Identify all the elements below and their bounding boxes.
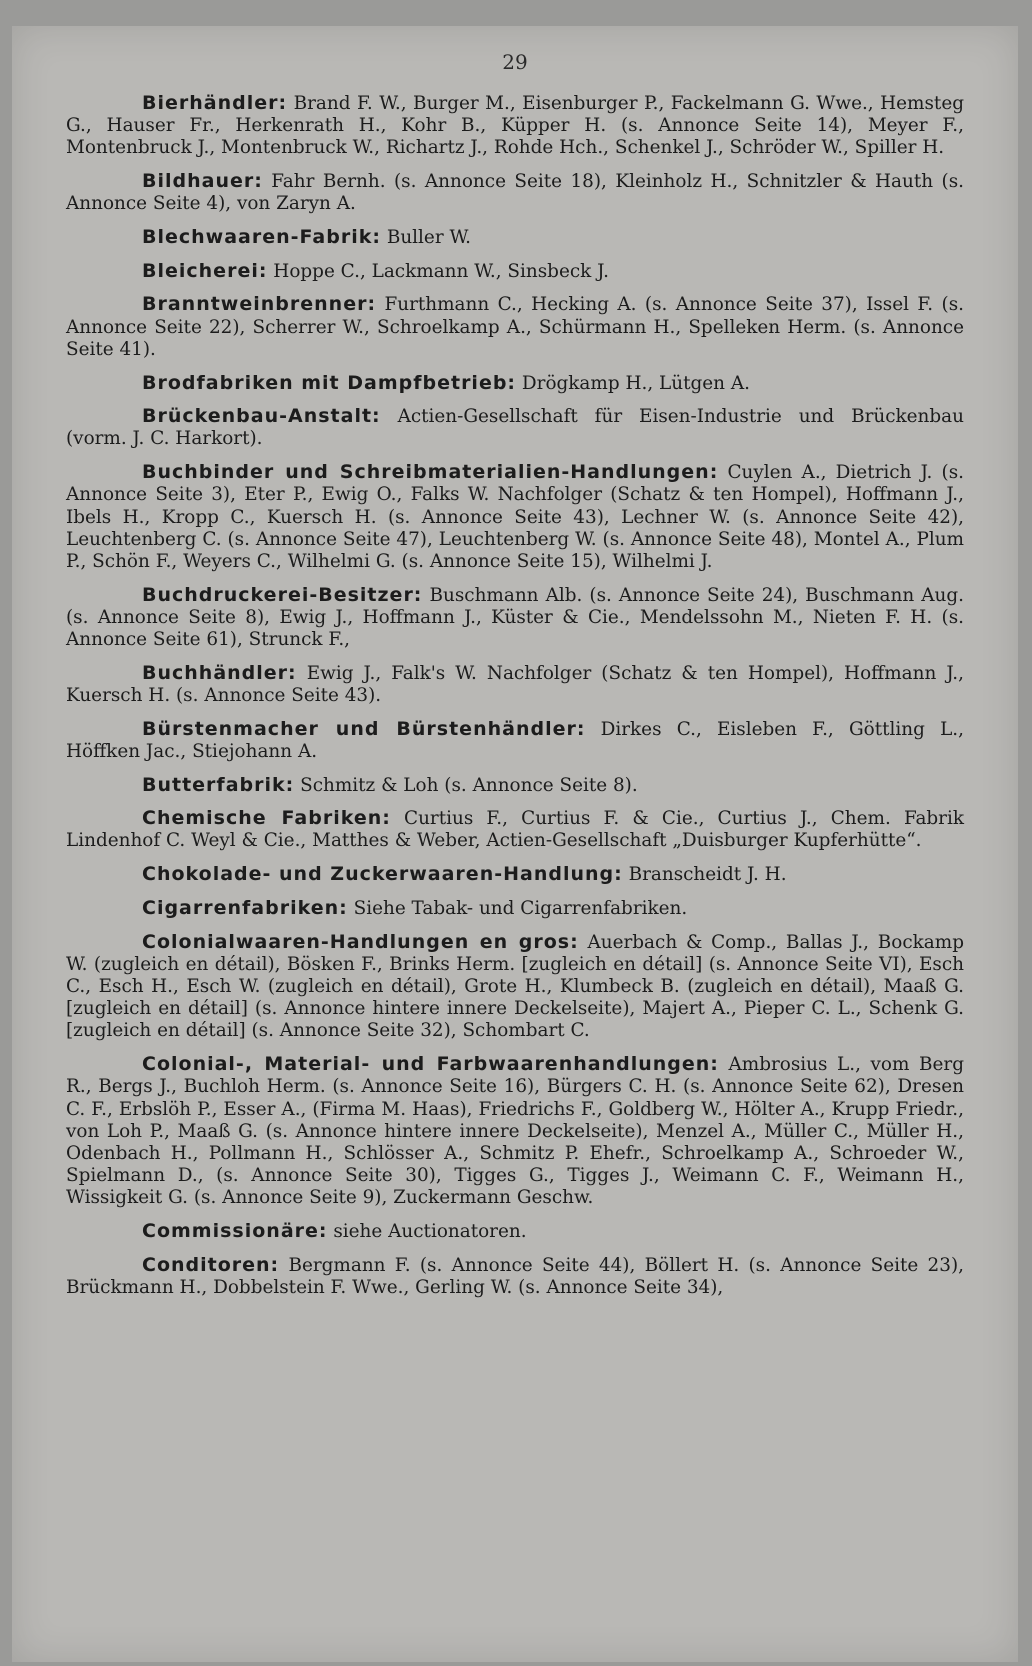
entry-text: Dirkes C., Eisleben F., Göttling L., Höffken Jac., Stiejohann A.	[66, 718, 964, 762]
entry-heading: Chokolade- und Zuckerwaaren-Handlung:	[142, 863, 623, 886]
entry-heading: Conditoren:	[142, 1253, 280, 1276]
entry-heading: Brodfabriken mit Dampfbetrieb:	[142, 371, 517, 394]
entry-text: Auerbach & Comp., Ballas J., Bockamp W. (zugleich en détail), Bösken F., Brinks Herm. [zugleich en détail] (s. Annonce Seite VI), Esch C., Esch H., Esch W. (zugleich en détail), Grote H., Klumbeck B. (zugleich en détail), Maaß G. [zugleich en détail] (s. Annonce hintere innere Deckelseite), Majert A., Pieper C. L., Schenk G. [zugleich en détail] (s. Annonce Seite 32), Schombart C.	[66, 931, 964, 1042]
entry-brodfabriken	[66, 372, 964, 395]
entry-text: siehe Auctionatoren.	[333, 1221, 527, 1243]
entry-buerstenmacher	[66, 718, 964, 763]
entry-text: Actien-Gesellschaft für Eisen-Industrie und Brückenbau (vorm. J. C. Harkort).	[66, 406, 964, 450]
entry-butterfabrik	[66, 774, 964, 797]
entry-text: Ewig J., Falk's W. Nachfolger (Schatz & ten Hompel), Hoffmann J., Kuersch H. (s. Annonce Seite 43).	[66, 662, 964, 706]
entry-heading: Buchhändler:	[142, 661, 297, 684]
entry-heading: Chemische Fabriken:	[142, 807, 391, 830]
entry-colonial-material-farbwaaren	[66, 1053, 964, 1209]
entry-heading: Buchdruckerei-Besitzer:	[142, 583, 423, 606]
entry-text: Branscheidt J. H.	[628, 864, 787, 886]
entry-text: Curtius F., Curtius F. & Cie., Curtius J., Chem. Fabrik Lindenhof C. Weyl & Cie., Matthes & Weber, Actien-Gesellschaft „Duisburger Kupferhütte“.	[66, 808, 965, 852]
entry-heading: Brückenbau-Anstalt:	[142, 405, 381, 428]
entry-text: Buschmann Alb. (s. Annonce Seite 24), Buschmann Aug. (s. Annonce Seite 8), Ewig J., Hoffmann J., Küster & Cie., Mendelssohn M., Nieten F. H. (s. Annonce Seite 61), Strunck F.,	[66, 584, 964, 651]
entry-heading: Colonial-, Material- und Farbwaarenhandlungen:	[142, 1053, 719, 1076]
entry-heading: Bildhauer:	[142, 170, 263, 193]
entry-chokolade	[66, 863, 964, 886]
entry-text: Furthmann C., Hecking A. (s. Annonce Seite 37), Issel F. (s. Annonce Seite 22), Scherrer W., Schroelkamp A., Schürmann H., Spelleken Herm. (s. Annonce Seite 41).	[66, 294, 964, 360]
entry-heading: Butterfabrik:	[142, 773, 295, 796]
entry-heading: Commissionäre:	[142, 1220, 328, 1243]
entry-heading: Buchbinder und Schreibmaterialien-Handlungen:	[142, 461, 719, 484]
entry-heading: Blechwaaren-Fabrik:	[142, 226, 381, 249]
entry-bierhaendler	[66, 92, 964, 160]
entry-buchdruckerei-besitzer	[66, 584, 964, 652]
entry-text: Cuylen A., Dietrich J. (s. Annonce Seite 3), Eter P., Ewig O., Falks W. Nachfolger (Schatz & ten Hompel), Hoffmann J., Ibels H., Kropp C., Kuersch H. (s. Annonce Seite 43), Lechner W. (s. Annonce Seite 42), Leuchtenberg C. (s. Annonce Seite 47), Leuchtenberg W. (s. Annonce Seite 48), Montel A., Plum P., Schön F., Weyers C., Wilhelmi G. (s. Annonce Seite 15), Wilhelmi J.	[66, 462, 964, 572]
page-number: 29	[502, 50, 528, 74]
entry-text: Hoppe C., Lackmann W., Sinsbeck J.	[273, 260, 609, 282]
entry-heading: Colonialwaaren-Handlungen en gros:	[142, 930, 579, 953]
directory-entries	[66, 92, 964, 1310]
entry-heading: Branntweinbrenner:	[142, 293, 377, 316]
entry-blechwaaren-fabrik	[66, 226, 964, 249]
entry-heading: Bierhändler:	[142, 92, 288, 114]
entry-bildhauer	[66, 170, 964, 215]
entry-text: Ambrosius L., vom Berg R., Bergs J., Buchloh Herm. (s. Annonce Seite 16), Bürgers C. H. (s. Annonce Seite 62), Dresen C. F., Erbslöh P., Esser A., (Firma M. Haas), Friedrichs F., Goldberg W., Hölter A., Krupp Friedr., von Loh P., Maaß G. (s. Annonce hintere innere Deckelseite), Menzel A., Müller C., Müller H., Odenbach H., Pollmann H., Schlösser A., Schmitz P. Ehefr., Schroelkamp A., Schroeder W., Spielmann D., (s. Annonce Seite 30), Tigges G., Tigges J., Weimann C. F., Weimann H., Wissigkeit G. (s. Annonce Seite 9), Zuckermann Geschw.	[66, 1054, 964, 1209]
document-page	[12, 26, 1018, 1662]
entry-text: Siehe Tabak- und Cigarrenfabriken.	[353, 897, 688, 919]
entry-heading: Bleicherei:	[142, 259, 268, 282]
entry-brueckenbau-anstalt	[66, 405, 964, 450]
entry-colonialwaaren-en-gros	[66, 931, 964, 1043]
entry-buchbinder	[66, 461, 964, 573]
entry-bleicherei	[66, 260, 964, 283]
entry-text: Buller W.	[386, 227, 471, 249]
entry-text: Bergmann F. (s. Annonce Seite 44), Böllert H. (s. Annonce Seite 23), Brückmann H., Dobbelstein F. Wwe., Gerling W. (s. Annonce Seite 34),	[66, 1254, 964, 1298]
entry-heading: Bürstenmacher und Bürstenhändler:	[142, 717, 586, 740]
entry-conditoren	[66, 1254, 964, 1299]
entry-text: Brand F. W., Burger M., Eisenburger P., Fackelmann G. Wwe., Hemsteg G., Hauser Fr., Herkenrath H., Kohr B., Küpper H. (s. Annonce Seite 14), Meyer F., Montenbruck J., Montenbruck W., Richartz J., Rohde Hch., Schenkel J., Schröder W., Spiller H.	[66, 93, 964, 159]
entry-text: Fahr Bernh. (s. Annonce Seite 18), Kleinholz H., Schnitzler & Hauth (s. Annonce Seite 4), von Zaryn A.	[66, 171, 964, 215]
entry-text: Schmitz & Loh (s. Annonce Seite 8).	[300, 774, 638, 796]
entry-chemische-fabriken	[66, 807, 964, 852]
entry-heading: Cigarrenfabriken:	[142, 896, 348, 919]
entry-text: Drögkamp H., Lütgen A.	[521, 372, 750, 394]
entry-commissionaere	[66, 1220, 964, 1243]
entry-cigarrenfabriken	[66, 897, 964, 920]
entry-branntweinbrenner	[66, 293, 964, 361]
entry-buchhaendler	[66, 662, 964, 707]
